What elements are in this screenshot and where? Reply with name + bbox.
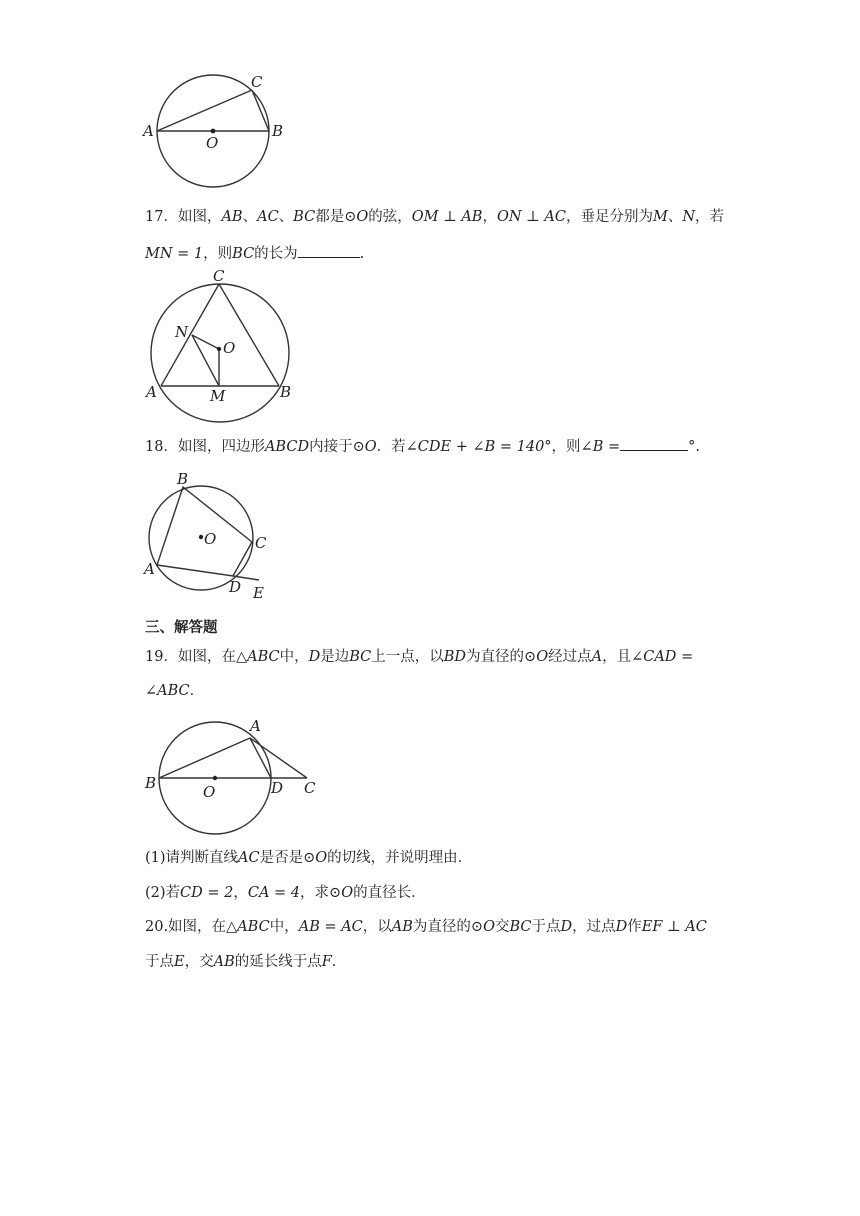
label-d: D bbox=[229, 578, 242, 596]
label-a: A bbox=[144, 560, 155, 578]
q20-line1: 20.如图，在△ABC中，AB = AC，以AB为直径的⊙O交BC于点D，过点D作EF ⊥ AC bbox=[145, 919, 707, 935]
chord-cb bbox=[219, 284, 279, 386]
label-o: O bbox=[203, 783, 216, 801]
figure-16 bbox=[140, 70, 290, 195]
label-c: C bbox=[213, 267, 225, 285]
label-b: B bbox=[272, 122, 284, 140]
q19-part1: (1)请判断直线AC是否是⊙O的切线，并说明理由． bbox=[145, 850, 473, 866]
center-dot bbox=[217, 347, 221, 351]
figure-19 bbox=[140, 712, 330, 812]
figure-18 bbox=[140, 470, 300, 605]
label-a: A bbox=[250, 717, 261, 735]
label-b: B bbox=[280, 383, 292, 401]
q18-line1: 18．如图，四边形ABCD内接于⊙O．若∠CDE + ∠B = 140°，则∠B = °. bbox=[145, 436, 700, 457]
center-dot bbox=[199, 535, 203, 539]
label-a: A bbox=[146, 383, 157, 401]
q17-line2: MN = 1，则BC的长为 . bbox=[145, 243, 364, 264]
label-c: C bbox=[304, 779, 316, 797]
answer-blank-17[interactable] bbox=[298, 243, 360, 258]
q19-line2: ∠ABC． bbox=[145, 683, 205, 699]
label-o: O bbox=[223, 339, 236, 357]
q17-line1: 17．如图，AB、AC、BC都是⊙O的弦，OM ⊥ AB，ON ⊥ AC，垂足分别为M、N，若 bbox=[145, 209, 725, 225]
label-n: N bbox=[175, 323, 189, 341]
q20-line2: 于点E，交AB的延长线于点F. bbox=[145, 954, 337, 970]
label-e: E bbox=[253, 584, 264, 602]
label-d: D bbox=[271, 779, 284, 797]
chord-cb bbox=[252, 90, 269, 131]
answer-blank-18[interactable] bbox=[620, 436, 688, 451]
label-o: O bbox=[204, 530, 217, 548]
center-dot bbox=[213, 776, 217, 780]
q19-line1: 19．如图，在△ABC中，D是边BC上一点，以BD为直径的⊙O经过点A，且∠CAD = bbox=[145, 649, 694, 665]
segment-ac bbox=[250, 738, 307, 778]
label-o: O bbox=[206, 134, 219, 152]
label-m: M bbox=[210, 387, 226, 405]
figure-17 bbox=[140, 266, 300, 406]
chord-ba bbox=[159, 738, 250, 778]
label-c: C bbox=[251, 73, 263, 91]
q19-part2: (2)若CD = 2，CA = 4，求⊙O的直径长． bbox=[145, 885, 426, 901]
label-b: B bbox=[145, 774, 157, 792]
chord-ac bbox=[157, 90, 252, 131]
section-3-heading: 三、解答题 bbox=[145, 619, 218, 636]
label-c: C bbox=[255, 534, 267, 552]
center-dot bbox=[211, 129, 216, 134]
label-a: A bbox=[143, 122, 154, 140]
label-b: B bbox=[177, 470, 189, 488]
